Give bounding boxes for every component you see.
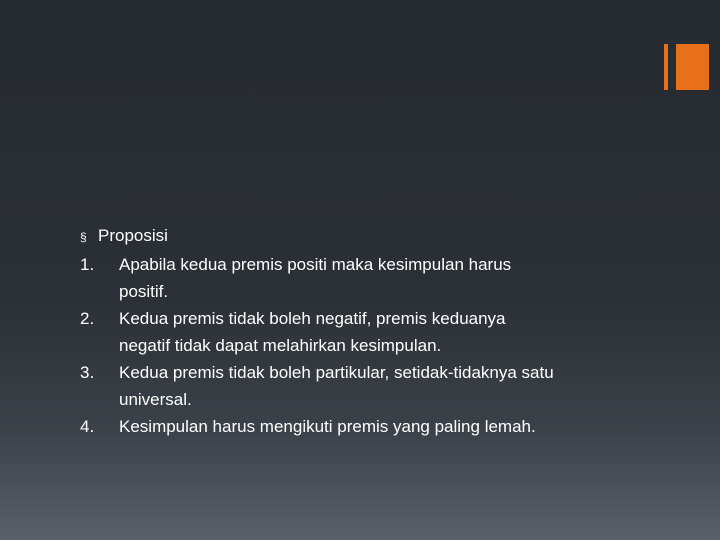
list-item-line: Kedua premis tidak boleh negatif, premis keduanya <box>119 309 506 328</box>
list-item-text <box>119 359 640 413</box>
list-item <box>80 305 640 359</box>
list-item-line: universal. <box>119 390 192 409</box>
bullet-heading <box>80 222 640 251</box>
list-item <box>80 359 640 413</box>
accent-bar-thin <box>664 44 668 90</box>
heading-text: Proposisi <box>98 226 168 245</box>
list-item <box>80 413 640 440</box>
list-item-line: positif. <box>119 282 169 301</box>
list-number: 3. <box>80 363 95 382</box>
numbered-list <box>80 251 640 440</box>
list-item-line: Apabila kedua premis positi maka kesimpulan harus <box>119 255 512 274</box>
list-item-line: Kedua premis tidak boleh partikular, setidak-tidaknya satu <box>119 363 554 382</box>
list-number: 2. <box>80 309 95 328</box>
accent-bar-thick <box>676 44 709 90</box>
list-item <box>80 251 640 305</box>
list-number: 1. <box>80 255 95 274</box>
square-bullet-icon: § <box>80 230 87 244</box>
list-item-line: negatif tidak dapat melahirkan kesimpulan. <box>119 336 442 355</box>
list-item-line: Kesimpulan harus mengikuti premis yang paling lemah. <box>119 417 536 436</box>
slide-content <box>80 222 640 440</box>
list-item-text <box>119 413 640 440</box>
list-number: 4. <box>80 417 95 436</box>
list-item-text <box>119 251 640 305</box>
list-item-text <box>119 305 640 359</box>
